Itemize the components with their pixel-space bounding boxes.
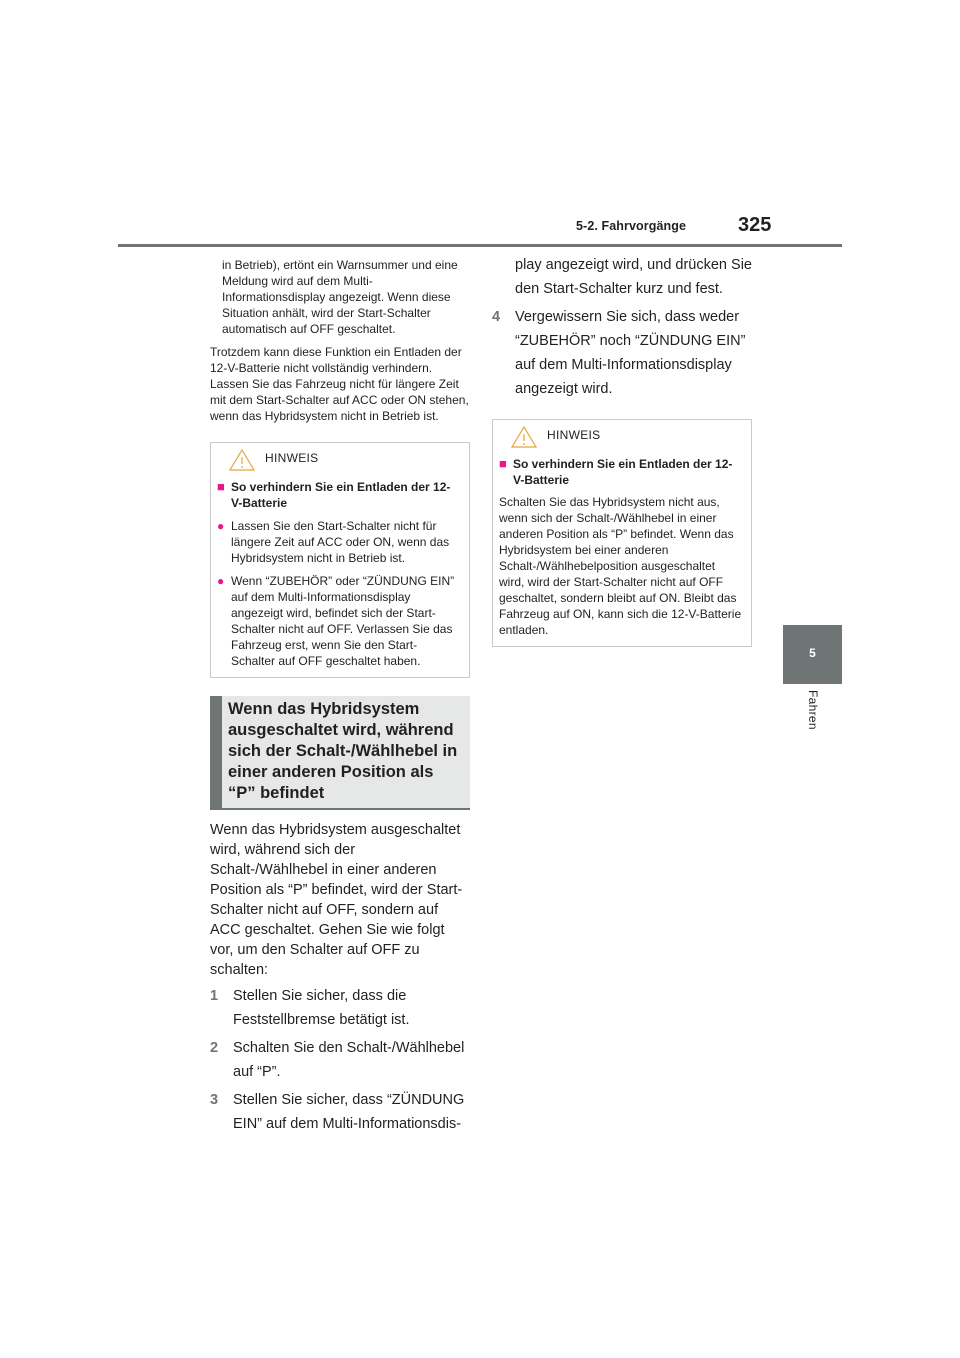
notice-item-text: Lassen Sie den Start-Schalter nicht für längere Zeit auf ACC oder ON, wenn das Hybridsystem nicht in Betrieb ist. [231, 519, 450, 565]
notice-item [217, 518, 461, 566]
step-number: 2 [210, 1040, 219, 1056]
chapter-label: Fahren [806, 690, 820, 730]
circle-bullet-icon: ● [217, 574, 225, 588]
page-number: 325 [738, 214, 772, 236]
square-bullet-icon: ■ [217, 479, 225, 494]
notice-subheading-text: So verhindern Sie ein Entladen der 12-V-Batterie [231, 480, 451, 510]
section-heading: Wenn das Hybridsystem ausgeschaltet wird, während sich der Schalt-/Wählhebel in einer anderen Position als “P” befindet [210, 696, 470, 810]
notice-item-text: Wenn “ZUBEHÖR” oder “ZÜNDUNG EIN” auf dem Multi-Informationsdisplay angezeigt wird, befindet sich der Start-Schalter nicht auf OFF. Verlassen Sie das Fahrzeug erst, wenn Sie den Start-Schalter auf OFF geschaltet haben. [231, 574, 455, 668]
step-text: Stellen Sie sicher, dass “ZÜNDUNG EIN” auf dem Multi-Informationsdis- [233, 1092, 465, 1132]
notice-subheading [499, 456, 743, 488]
notice-title: HINWEIS [547, 428, 601, 442]
square-bullet-icon: ■ [499, 456, 507, 471]
step-item [210, 1036, 470, 1084]
continued-text: in Betrieb), ertönt ein Warnsummer und eine Meldung wird auf dem Multi-Informationsdisplay angezeigt. Wenn diese Situation anhält, wird der Start-Schalter automatisch auf OFF geschaltet. [222, 258, 458, 336]
warning-icon [511, 426, 537, 448]
section-title: 5-2. Fahrvorgänge [576, 219, 687, 233]
warning-icon [229, 449, 255, 471]
step-item [210, 984, 470, 1032]
notice-box [492, 419, 752, 647]
notice-subheading-text: So verhindern Sie ein Entladen der 12-V-Batterie [513, 457, 733, 487]
step-text: Schalten Sie den Schalt-/Wählhebel auf “P”. [233, 1040, 465, 1080]
right-column [492, 253, 752, 647]
step-item [492, 305, 752, 401]
left-column [210, 257, 470, 1136]
step-continued-text: play angezeigt wird, und drücken Sie den Start-Schalter kurz und fest. [515, 257, 752, 297]
notice-header [499, 420, 743, 454]
step-text: Vergewissern Sie sich, dass weder “ZUBEHÖR” noch “ZÜNDUNG EIN” auf dem Multi-Informationsdisplay angezeigt wird. [515, 309, 746, 397]
notice-title: HINWEIS [265, 451, 319, 465]
notice-header [217, 443, 461, 477]
notice-subheading [217, 479, 461, 511]
circle-bullet-icon: ● [217, 519, 225, 533]
notice-item [217, 573, 461, 669]
notice-box [210, 442, 470, 678]
step-number: 4 [492, 309, 501, 325]
section-body: Wenn das Hybridsystem ausgeschaltet wird, während sich der Schalt-/Wählhebel in einer anderen Position als “P” befindet, wird der Start-Schalter nicht auf OFF, sondern auf ACC geschaltet. Gehen Sie wie folgt vor, um den Schalter auf OFF zu schalten: [210, 822, 463, 978]
notice-body: Schalten Sie das Hybridsystem nicht aus, wenn sich der Schalt-/Wählhebel in einer anderen Position als “P” befindet. Wenn das Hybridsystem bei einer anderen Schalt-/Wählhebelposition ausgeschaltet wird, wird der Start-Schalter nicht auf OFF geschaltet, sondern bleibt auf ON. Bleibt das Fahrzeug auf ON, kann sich die 12-V-Batterie entladen. [499, 495, 742, 637]
step-text: Stellen Sie sicher, dass die Feststellbremse betätigt ist. [233, 988, 410, 1028]
step-number: 1 [210, 988, 219, 1004]
step-number: 3 [210, 1092, 219, 1108]
header-divider [118, 244, 842, 247]
chapter-tab: 5 [783, 625, 842, 684]
step-item [210, 1088, 470, 1136]
info-paragraph: Trotzdem kann diese Funktion ein Entladen der 12-V-Batterie nicht vollständig verhindern. Lassen Sie das Fahrzeug nicht für längere Zeit mit dem Start-Schalter auf ACC oder ON stehen, wenn das Hybridsystem nicht in Betrieb ist. [210, 345, 469, 423]
